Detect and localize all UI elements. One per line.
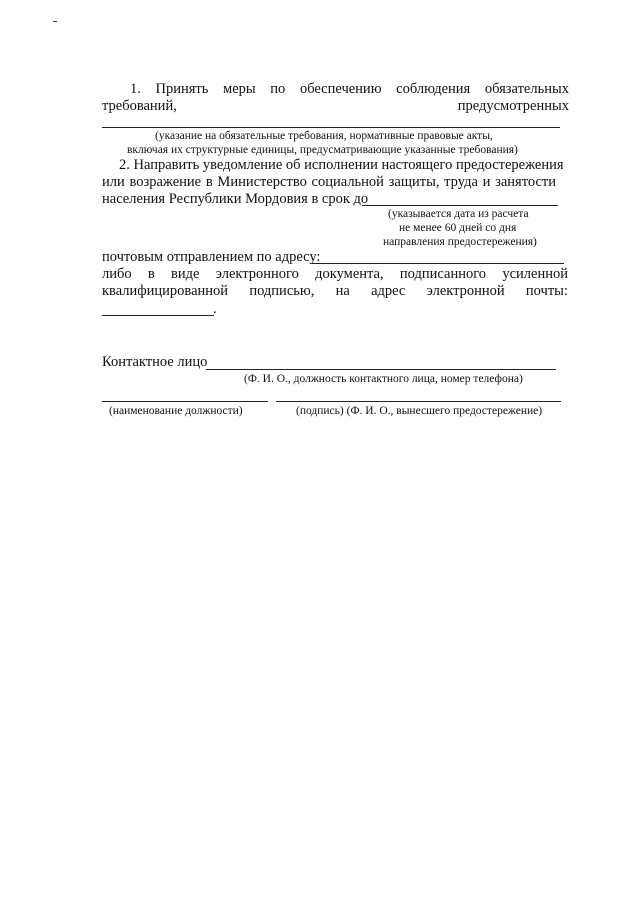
word: требований, — [102, 98, 177, 114]
scan-mark — [53, 21, 57, 22]
contact-note: (Ф. И. О., должность контактного лица, номер телефона) — [244, 373, 523, 385]
position-fill-line — [102, 401, 268, 402]
item1-line1 — [102, 81, 569, 98]
position-note: (наименование должности) — [109, 405, 243, 417]
requirements-note-line2: включая их структурные единицы, предусматривающие указанные требования) — [127, 144, 518, 156]
word: обеспечению — [299, 81, 382, 97]
signature-fill-line — [276, 401, 561, 402]
word: и — [482, 174, 491, 190]
word: защиты, — [388, 174, 440, 190]
word: Министерство — [217, 174, 307, 190]
deadline-label: населения Республики Мордовия в срок до — [102, 191, 369, 207]
word: обязательных — [484, 81, 569, 97]
email-period: . — [213, 301, 217, 317]
word: почты: — [525, 283, 568, 299]
item2-line2 — [102, 174, 556, 191]
word: меры — [223, 81, 256, 97]
deadline-fill-line — [362, 205, 558, 206]
word: адрес — [371, 283, 406, 299]
word: либо — [102, 266, 132, 282]
word: предусмотренных — [457, 98, 569, 114]
signature-note: (подпись) (Ф. И. О., вынесшего предостережение) — [296, 405, 543, 417]
word: подписью, — [249, 283, 315, 299]
word: возражение — [129, 174, 202, 190]
word: на — [335, 283, 350, 299]
deadline-note-line3: направления предостережения) — [383, 236, 537, 248]
item1-line2 — [102, 98, 569, 115]
postal-label: почтовым отправлением по адресу: — [102, 249, 321, 265]
requirements-fill-line — [102, 127, 560, 128]
deadline-note-line1: (указывается дата из расчета — [388, 208, 529, 220]
contact-label: Контактное лицо — [102, 354, 208, 370]
item2-line1: 2. Направить уведомление об исполнении настоящего предостережения — [119, 157, 564, 173]
word: документа, — [315, 266, 384, 282]
word: квалифицированной — [102, 283, 229, 299]
electronic-line — [102, 266, 568, 283]
word: труда — [444, 174, 478, 190]
word: по — [270, 81, 286, 97]
word: усиленной — [502, 266, 568, 282]
qualified-line — [102, 283, 568, 300]
item1-number: 1. — [130, 81, 141, 97]
email-fill-line — [102, 315, 214, 316]
word: в — [147, 266, 155, 282]
contact-fill-line — [206, 369, 556, 370]
requirements-note-line1: (указание на обязательные требования, нормативные правовые акты, — [155, 130, 493, 142]
word: электронной — [426, 283, 505, 299]
word: соблюдения — [396, 81, 471, 97]
item2-line3 — [102, 191, 368, 208]
postal-fill-line — [312, 263, 564, 264]
word: или — [102, 174, 125, 190]
word: электронного — [215, 266, 299, 282]
word: Принять — [155, 81, 209, 97]
word: занятости — [495, 174, 556, 190]
deadline-note-line2: не менее 60 дней со дня — [399, 222, 517, 234]
word: социальной — [311, 174, 384, 190]
word: подписанного — [399, 266, 487, 282]
word: в — [205, 174, 213, 190]
word: виде — [171, 266, 200, 282]
